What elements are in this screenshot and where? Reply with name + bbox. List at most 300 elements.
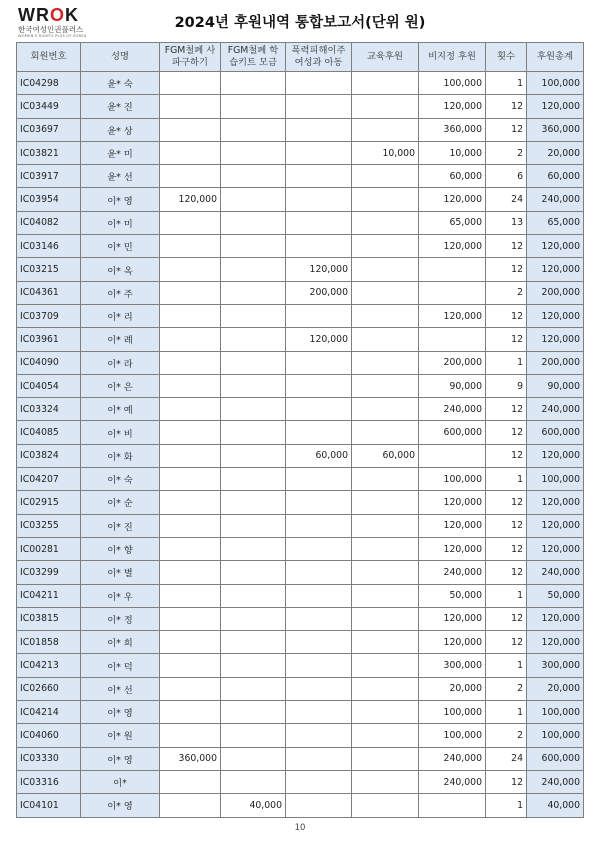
- cell-count: 2: [486, 281, 527, 304]
- cell-count: 1: [486, 701, 527, 724]
- cell-education: [352, 654, 419, 677]
- cell-undesignated: 120,000: [419, 304, 486, 327]
- cell-fgm-sapa: [160, 584, 221, 607]
- table-row: [17, 561, 584, 584]
- logo-english-name: WOMEN'S RIGHTS PLUS OF KOREA: [18, 34, 87, 38]
- cell-education: 60,000: [352, 444, 419, 467]
- cell-name: 윤* 상: [81, 118, 160, 141]
- cell-fgm-kit: [221, 654, 286, 677]
- cell-count: 6: [486, 165, 527, 188]
- cell-total: 50,000: [527, 584, 584, 607]
- cell-undesignated: 50,000: [419, 584, 486, 607]
- cell-member-id: IC03697: [17, 118, 81, 141]
- cell-total: 240,000: [527, 188, 584, 211]
- cell-undesignated: 200,000: [419, 351, 486, 374]
- column-header-member-id: 회원번호: [17, 43, 81, 72]
- cell-education: [352, 491, 419, 514]
- cell-education: [352, 281, 419, 304]
- cell-education: [352, 724, 419, 747]
- cell-total: 120,000: [527, 514, 584, 537]
- cell-count: 12: [486, 304, 527, 327]
- cell-education: [352, 770, 419, 793]
- cell-education: [352, 211, 419, 234]
- cell-education: [352, 304, 419, 327]
- page-number: 10: [294, 823, 306, 833]
- cell-education: [352, 607, 419, 630]
- cell-undesignated: 60,000: [419, 165, 486, 188]
- cell-fgm-sapa: [160, 724, 221, 747]
- cell-violence-victim: [286, 631, 352, 654]
- column-header-education: 교육후원: [352, 43, 419, 72]
- cell-count: 12: [486, 95, 527, 118]
- cell-fgm-kit: [221, 770, 286, 793]
- cell-fgm-sapa: [160, 328, 221, 351]
- cell-fgm-kit: [221, 304, 286, 327]
- cell-member-id: IC03324: [17, 398, 81, 421]
- cell-violence-victim: [286, 374, 352, 397]
- cell-fgm-sapa: 360,000: [160, 747, 221, 770]
- cell-fgm-kit: [221, 118, 286, 141]
- cell-name: 이* 덕: [81, 654, 160, 677]
- cell-count: 1: [486, 72, 527, 95]
- cell-fgm-kit: [221, 444, 286, 467]
- cell-name: 이* 별: [81, 561, 160, 584]
- cell-violence-victim: 120,000: [286, 258, 352, 281]
- cell-member-id: IC03299: [17, 561, 81, 584]
- cell-member-id: IC00281: [17, 537, 81, 560]
- table-row: [17, 491, 584, 514]
- cell-member-id: IC03821: [17, 141, 81, 164]
- cell-name: 윤* 미: [81, 141, 160, 164]
- logo-korean-name: 한국여성인권플러스: [18, 25, 84, 34]
- cell-count: 1: [486, 654, 527, 677]
- cell-name: 이* 순: [81, 491, 160, 514]
- cell-name: 이* 숙: [81, 468, 160, 491]
- cell-undesignated: 100,000: [419, 701, 486, 724]
- cell-name: 이* 라: [81, 351, 160, 374]
- cell-undesignated: 120,000: [419, 235, 486, 258]
- cell-total: 20,000: [527, 141, 584, 164]
- cell-undesignated: 240,000: [419, 398, 486, 421]
- cell-count: 12: [486, 235, 527, 258]
- cell-education: [352, 514, 419, 537]
- cell-fgm-sapa: [160, 118, 221, 141]
- cell-violence-victim: [286, 491, 352, 514]
- cell-violence-victim: [286, 398, 352, 421]
- table-row: [17, 95, 584, 118]
- cell-member-id: IC04082: [17, 211, 81, 234]
- cell-total: 300,000: [527, 654, 584, 677]
- cell-violence-victim: 120,000: [286, 328, 352, 351]
- table-row: [17, 607, 584, 630]
- cell-member-id: IC03146: [17, 235, 81, 258]
- cell-violence-victim: [286, 607, 352, 630]
- cell-count: 9: [486, 374, 527, 397]
- cell-name: 이* 영: [81, 701, 160, 724]
- cell-education: [352, 188, 419, 211]
- cell-violence-victim: [286, 304, 352, 327]
- cell-education: [352, 72, 419, 95]
- column-header-fgm-sapa: FGM철폐 사파구하기: [160, 43, 221, 72]
- cell-count: 12: [486, 537, 527, 560]
- cell-violence-victim: [286, 468, 352, 491]
- table-row: [17, 537, 584, 560]
- cell-undesignated: 240,000: [419, 747, 486, 770]
- cell-violence-victim: [286, 165, 352, 188]
- cell-fgm-kit: [221, 514, 286, 537]
- cell-fgm-sapa: [160, 281, 221, 304]
- cell-fgm-kit: [221, 468, 286, 491]
- cell-member-id: IC03449: [17, 95, 81, 118]
- cell-violence-victim: [286, 95, 352, 118]
- cell-undesignated: [419, 444, 486, 467]
- cell-education: [352, 631, 419, 654]
- table-row: [17, 631, 584, 654]
- cell-member-id: IC03954: [17, 188, 81, 211]
- table-row: [17, 770, 584, 793]
- table-row: [17, 701, 584, 724]
- cell-fgm-sapa: [160, 258, 221, 281]
- cell-member-id: IC03815: [17, 607, 81, 630]
- cell-fgm-sapa: [160, 444, 221, 467]
- table-row: [17, 141, 584, 164]
- cell-total: 100,000: [527, 468, 584, 491]
- cell-total: 240,000: [527, 770, 584, 793]
- cell-total: 120,000: [527, 607, 584, 630]
- table-row: [17, 444, 584, 467]
- cell-total: 120,000: [527, 491, 584, 514]
- cell-count: 12: [486, 631, 527, 654]
- cell-count: 12: [486, 421, 527, 444]
- cell-fgm-kit: [221, 211, 286, 234]
- cell-undesignated: 120,000: [419, 537, 486, 560]
- cell-fgm-sapa: [160, 770, 221, 793]
- cell-member-id: IC03316: [17, 770, 81, 793]
- cell-total: 120,000: [527, 328, 584, 351]
- cell-total: 120,000: [527, 304, 584, 327]
- cell-violence-victim: [286, 211, 352, 234]
- cell-name: 이* 영: [81, 747, 160, 770]
- table-row: [17, 165, 584, 188]
- cell-undesignated: 120,000: [419, 514, 486, 537]
- cell-member-id: IC03255: [17, 514, 81, 537]
- cell-undesignated: 360,000: [419, 118, 486, 141]
- cell-violence-victim: [286, 421, 352, 444]
- cell-education: 10,000: [352, 141, 419, 164]
- cell-member-id: IC04211: [17, 584, 81, 607]
- cell-name: 이* 비: [81, 421, 160, 444]
- cell-fgm-kit: [221, 165, 286, 188]
- cell-education: [352, 235, 419, 258]
- table-header-row: [17, 43, 584, 72]
- table-body: [17, 72, 584, 818]
- cell-count: 12: [486, 258, 527, 281]
- cell-education: [352, 328, 419, 351]
- cell-fgm-kit: [221, 398, 286, 421]
- cell-education: [352, 258, 419, 281]
- cell-fgm-kit: [221, 607, 286, 630]
- cell-fgm-kit: [221, 561, 286, 584]
- cell-fgm-sapa: [160, 491, 221, 514]
- cell-member-id: IC01858: [17, 631, 81, 654]
- cell-fgm-kit: [221, 724, 286, 747]
- cell-violence-victim: [286, 677, 352, 700]
- cell-member-id: IC03961: [17, 328, 81, 351]
- cell-count: 12: [486, 514, 527, 537]
- cell-undesignated: 120,000: [419, 631, 486, 654]
- cell-education: [352, 677, 419, 700]
- cell-name: 이* 진: [81, 514, 160, 537]
- table-row: [17, 794, 584, 817]
- column-header-name: 성명: [81, 43, 160, 72]
- cell-member-id: IC02660: [17, 677, 81, 700]
- cell-education: [352, 561, 419, 584]
- table-row: [17, 421, 584, 444]
- cell-total: 600,000: [527, 421, 584, 444]
- cell-fgm-sapa: [160, 211, 221, 234]
- cell-education: [352, 537, 419, 560]
- cell-violence-victim: [286, 235, 352, 258]
- cell-education: [352, 421, 419, 444]
- cell-fgm-sapa: [160, 165, 221, 188]
- cell-fgm-sapa: [160, 631, 221, 654]
- cell-count: 12: [486, 607, 527, 630]
- cell-count: 12: [486, 118, 527, 141]
- cell-undesignated: [419, 281, 486, 304]
- cell-member-id: IC04085: [17, 421, 81, 444]
- table-row: [17, 328, 584, 351]
- cell-total: 360,000: [527, 118, 584, 141]
- cell-fgm-kit: [221, 491, 286, 514]
- table-row: [17, 398, 584, 421]
- cell-count: 2: [486, 724, 527, 747]
- table-row: [17, 747, 584, 770]
- cell-member-id: IC04298: [17, 72, 81, 95]
- cell-count: 12: [486, 444, 527, 467]
- cell-fgm-kit: [221, 141, 286, 164]
- cell-total: 90,000: [527, 374, 584, 397]
- cell-fgm-kit: [221, 584, 286, 607]
- cell-violence-victim: [286, 701, 352, 724]
- cell-fgm-sapa: [160, 235, 221, 258]
- cell-total: 120,000: [527, 444, 584, 467]
- cell-name: 이* 주: [81, 281, 160, 304]
- cell-total: 40,000: [527, 794, 584, 817]
- cell-education: [352, 794, 419, 817]
- table-row: [17, 351, 584, 374]
- cell-member-id: IC04213: [17, 654, 81, 677]
- cell-name: 이* 희: [81, 631, 160, 654]
- cell-member-id: IC04060: [17, 724, 81, 747]
- cell-undesignated: 120,000: [419, 607, 486, 630]
- cell-fgm-kit: [221, 281, 286, 304]
- cell-name: 이*: [81, 770, 160, 793]
- cell-fgm-sapa: [160, 374, 221, 397]
- cell-name: 이* 화: [81, 444, 160, 467]
- table-row: [17, 281, 584, 304]
- cell-fgm-kit: [221, 188, 286, 211]
- report-title: 2024년 후원내역 통합보고서(단위 원): [174, 15, 426, 31]
- cell-member-id: IC04361: [17, 281, 81, 304]
- cell-fgm-sapa: [160, 351, 221, 374]
- cell-total: 240,000: [527, 398, 584, 421]
- cell-name: 윤* 숙: [81, 72, 160, 95]
- cell-total: 120,000: [527, 537, 584, 560]
- cell-undesignated: 100,000: [419, 468, 486, 491]
- cell-count: 12: [486, 491, 527, 514]
- cell-count: 2: [486, 141, 527, 164]
- cell-member-id: IC03917: [17, 165, 81, 188]
- cell-undesignated: 240,000: [419, 770, 486, 793]
- cell-undesignated: 20,000: [419, 677, 486, 700]
- cell-undesignated: 10,000: [419, 141, 486, 164]
- cell-fgm-sapa: [160, 794, 221, 817]
- cell-fgm-sapa: [160, 304, 221, 327]
- cell-member-id: IC02915: [17, 491, 81, 514]
- cell-fgm-kit: [221, 631, 286, 654]
- cell-name: 이* 우: [81, 584, 160, 607]
- table-row: [17, 258, 584, 281]
- cell-education: [352, 747, 419, 770]
- cell-count: 1: [486, 794, 527, 817]
- cell-education: [352, 398, 419, 421]
- cell-violence-victim: [286, 537, 352, 560]
- table-row: [17, 304, 584, 327]
- cell-total: 200,000: [527, 351, 584, 374]
- cell-fgm-kit: 40,000: [221, 794, 286, 817]
- cell-member-id: IC03330: [17, 747, 81, 770]
- cell-fgm-kit: [221, 537, 286, 560]
- cell-violence-victim: [286, 770, 352, 793]
- cell-total: 20,000: [527, 677, 584, 700]
- logo-wordmark: WROK: [18, 5, 80, 25]
- cell-total: 100,000: [527, 72, 584, 95]
- cell-count: 12: [486, 328, 527, 351]
- cell-count: 1: [486, 351, 527, 374]
- cell-fgm-kit: [221, 328, 286, 351]
- cell-member-id: IC04054: [17, 374, 81, 397]
- cell-fgm-sapa: [160, 141, 221, 164]
- cell-total: 100,000: [527, 724, 584, 747]
- cell-violence-victim: [286, 141, 352, 164]
- cell-fgm-sapa: [160, 654, 221, 677]
- cell-fgm-kit: [221, 421, 286, 444]
- cell-education: [352, 701, 419, 724]
- cell-undesignated: [419, 794, 486, 817]
- cell-fgm-sapa: [160, 677, 221, 700]
- cell-name: 이* 영: [81, 188, 160, 211]
- column-header-count: 횟수: [486, 43, 527, 72]
- cell-fgm-sapa: [160, 398, 221, 421]
- cell-total: 600,000: [527, 747, 584, 770]
- cell-violence-victim: 200,000: [286, 281, 352, 304]
- cell-total: 65,000: [527, 211, 584, 234]
- cell-name: 이* 미: [81, 211, 160, 234]
- table-row: [17, 514, 584, 537]
- table-row: [17, 211, 584, 234]
- cell-undesignated: 120,000: [419, 491, 486, 514]
- cell-total: 200,000: [527, 281, 584, 304]
- cell-name: 이* 정: [81, 607, 160, 630]
- cell-fgm-sapa: [160, 514, 221, 537]
- donation-table: [16, 42, 584, 818]
- cell-violence-victim: [286, 724, 352, 747]
- cell-undesignated: [419, 258, 486, 281]
- table-row: [17, 188, 584, 211]
- cell-member-id: IC04207: [17, 468, 81, 491]
- column-header-undesignated: 비지정 후원: [419, 43, 486, 72]
- table-row: [17, 584, 584, 607]
- table-row: [17, 677, 584, 700]
- cell-fgm-sapa: [160, 561, 221, 584]
- cell-fgm-sapa: [160, 72, 221, 95]
- cell-total: 120,000: [527, 235, 584, 258]
- cell-fgm-sapa: [160, 95, 221, 118]
- cell-undesignated: 100,000: [419, 724, 486, 747]
- table-row: [17, 235, 584, 258]
- column-header-fgm-kit: FGM철폐 학습키트 모금: [221, 43, 286, 72]
- cell-education: [352, 351, 419, 374]
- cell-undesignated: 240,000: [419, 561, 486, 584]
- table-row: [17, 118, 584, 141]
- cell-education: [352, 374, 419, 397]
- cell-violence-victim: [286, 584, 352, 607]
- cell-undesignated: 600,000: [419, 421, 486, 444]
- cell-fgm-kit: [221, 747, 286, 770]
- cell-violence-victim: [286, 561, 352, 584]
- table-row: [17, 468, 584, 491]
- table-row: [17, 654, 584, 677]
- cell-undesignated: 100,000: [419, 72, 486, 95]
- cell-total: 100,000: [527, 701, 584, 724]
- cell-violence-victim: [286, 747, 352, 770]
- cell-name: 이* 예: [81, 398, 160, 421]
- cell-fgm-kit: [221, 701, 286, 724]
- cell-count: 12: [486, 561, 527, 584]
- cell-name: 이* 옥: [81, 258, 160, 281]
- cell-education: [352, 118, 419, 141]
- cell-fgm-kit: [221, 258, 286, 281]
- cell-total: 120,000: [527, 258, 584, 281]
- cell-education: [352, 95, 419, 118]
- cell-violence-victim: [286, 118, 352, 141]
- cell-education: [352, 584, 419, 607]
- cell-count: 12: [486, 770, 527, 793]
- cell-member-id: IC03824: [17, 444, 81, 467]
- cell-name: 이* 영: [81, 794, 160, 817]
- table-row: [17, 724, 584, 747]
- cell-fgm-sapa: [160, 701, 221, 724]
- cell-fgm-kit: [221, 677, 286, 700]
- cell-fgm-kit: [221, 95, 286, 118]
- cell-member-id: IC03215: [17, 258, 81, 281]
- cell-violence-victim: [286, 514, 352, 537]
- cell-name: 이* 선: [81, 677, 160, 700]
- cell-name: 이* 례: [81, 328, 160, 351]
- cell-name: 윤* 선: [81, 165, 160, 188]
- cell-total: 120,000: [527, 631, 584, 654]
- cell-count: 13: [486, 211, 527, 234]
- cell-undesignated: 90,000: [419, 374, 486, 397]
- column-header-total: 후원총계: [527, 43, 584, 72]
- cell-count: 1: [486, 468, 527, 491]
- table-row: [17, 374, 584, 397]
- cell-violence-victim: [286, 188, 352, 211]
- cell-fgm-sapa: [160, 607, 221, 630]
- cell-count: 24: [486, 747, 527, 770]
- cell-fgm-sapa: 120,000: [160, 188, 221, 211]
- cell-fgm-sapa: [160, 537, 221, 560]
